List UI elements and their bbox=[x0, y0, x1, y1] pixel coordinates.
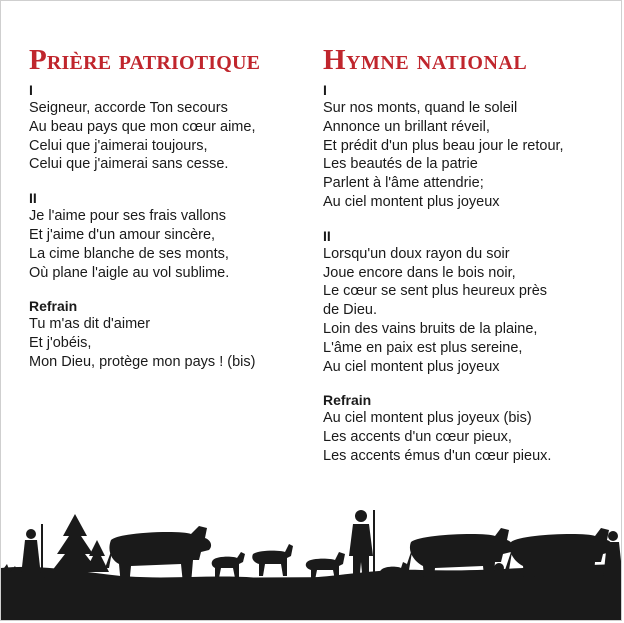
verse-line: Au beau pays que mon cœur aime, bbox=[29, 118, 256, 135]
stanza-i bbox=[29, 82, 314, 174]
right-stanzas bbox=[323, 82, 615, 466]
goat-icon bbox=[212, 552, 245, 578]
verse-line: Celui que j'aimerai toujours, bbox=[29, 137, 208, 154]
stanza-heading: II bbox=[29, 190, 37, 207]
stanza-refrain bbox=[29, 298, 314, 371]
verse-line: Loin des vains bruits de la plaine, bbox=[323, 320, 538, 337]
verse-line: Le cœur se sent plus heureux près bbox=[323, 283, 548, 300]
verse-line: Joue encore dans le bois noir, bbox=[323, 264, 516, 281]
left-stanzas bbox=[29, 82, 314, 372]
verse-line: de Dieu. bbox=[323, 302, 378, 319]
verse-line: Et prédit d'un plus beau jour le retour, bbox=[323, 137, 564, 154]
title-hymne-national: Hymne national bbox=[323, 44, 528, 76]
stanza-heading: II bbox=[323, 227, 331, 244]
verse-line: Où plane l'aigle au vol sublime. bbox=[29, 264, 230, 281]
stanza-heading: I bbox=[29, 82, 33, 98]
stanza-ii bbox=[323, 228, 615, 377]
stanza-heading: Refrain bbox=[323, 392, 372, 409]
verse-line: Seigneur, accorde Ton secours bbox=[29, 100, 228, 116]
verse-line: Annonce un brillant réveil, bbox=[323, 118, 490, 135]
verse-line: Les accents émus d'un cœur pieux. bbox=[323, 447, 552, 464]
verse-line: Tu m'as dit d'aimer bbox=[29, 316, 151, 333]
verse-line: Sur nos monts, quand le soleil bbox=[323, 100, 518, 116]
verse-line: Au ciel montent plus joyeux bbox=[323, 358, 500, 375]
alpine-procession-silhouette bbox=[1, 480, 622, 620]
stanza-i bbox=[323, 82, 615, 212]
verse-line: Les beautés de la patrie bbox=[323, 156, 478, 173]
verse-line: Et j'obéis, bbox=[29, 335, 92, 352]
stanza-heading: I bbox=[323, 82, 327, 98]
herder-left-icon bbox=[21, 524, 43, 578]
stanza-heading: Refrain bbox=[29, 298, 78, 315]
title-priere-patriotique: Prière patriotique bbox=[29, 44, 261, 76]
goat-icon-2 bbox=[252, 544, 293, 576]
verse-line: Parlent à l'âme attendrie; bbox=[323, 175, 484, 192]
verse-line: Les accents d'un cœur pieux, bbox=[323, 429, 512, 446]
verse-line: Au ciel montent plus joyeux bbox=[323, 193, 500, 210]
verse-line: Mon Dieu, protège mon pays ! (bis) bbox=[29, 353, 256, 370]
verse-line: La cime blanche de ses monts, bbox=[29, 245, 229, 262]
stanza-ii bbox=[29, 190, 314, 282]
column-hymne-national bbox=[323, 41, 615, 482]
verse-line: Celui que j'aimerai sans cesse. bbox=[29, 156, 229, 173]
verse-line: L'âme en paix est plus sereine, bbox=[323, 339, 523, 356]
column-priere-patriotique bbox=[29, 41, 314, 388]
verse-line: Au ciel montent plus joyeux (bis) bbox=[323, 410, 532, 427]
stanza-refrain bbox=[323, 392, 615, 465]
verse-line: Je l'aime pour ses frais vallons bbox=[29, 208, 226, 225]
verse-line: Lorsqu'un doux rayon du soir bbox=[323, 245, 510, 262]
verse-line: Et j'aime d'un amour sincère, bbox=[29, 226, 216, 243]
